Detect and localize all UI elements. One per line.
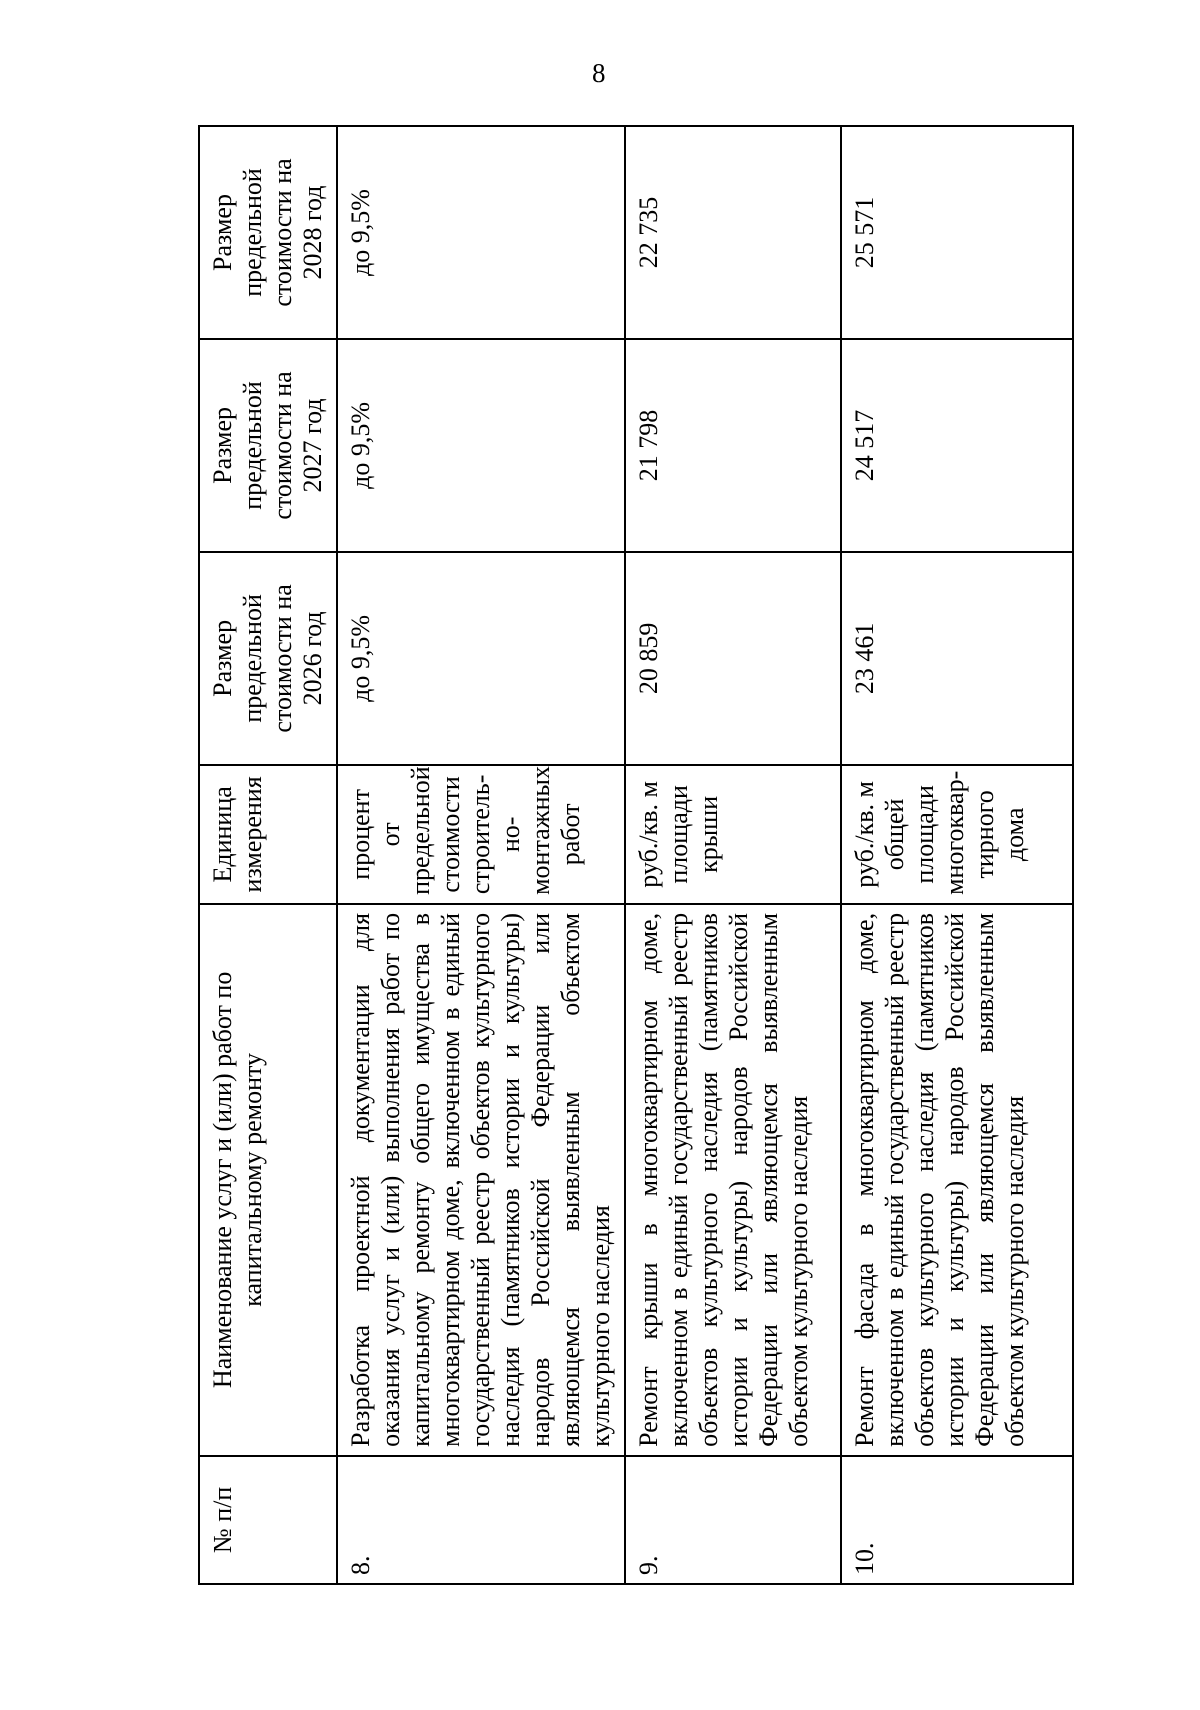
header-work-name: Наименование услуг и (или) работ по капитальному ремонту [199, 904, 337, 1456]
row-work-name: Ремонт фасада в многоквартирном доме, включенном в единый государственный реестр объектов культурного наследия (памятников истории и культуры) народов Российской Федерации или являющемся выявленным объектом культурного наследия [841, 904, 1073, 1456]
row-cost-2026: 23 461 [841, 552, 1073, 765]
header-number: № п/п [199, 1456, 337, 1584]
row-cost-2028: до 9,5% [337, 126, 625, 339]
header-cost-2028: Размер предельной стоимости на 2028 год [199, 126, 337, 339]
row-work-name: Ремонт крыши в многоквартирном доме, включенном в единый государственный реестр объектов культурного наследия (памятников истории и культуры) народов Российской Федерации или являющемся выявленным объектом культурного наследия [625, 904, 841, 1456]
row-cost-2027: 21 798 [625, 339, 841, 552]
row-number: 10. [841, 1456, 1073, 1584]
row-work-name: Разработка проектной документации для оказания услуг и (или) выполнения работ по капитальному ремонту общего имущества в многоквартирном доме, включенном в единый государственный реестр объектов культурного наследия (памятников истории и культуры) народов Российской Федерации или являющемся выявленным объектом культурного наследия [337, 904, 625, 1456]
header-unit: Единица измерения [199, 765, 337, 904]
row-cost-2028: 22 735 [625, 126, 841, 339]
row-cost-2027: до 9,5% [337, 339, 625, 552]
row-number: 8. [337, 1456, 625, 1584]
page-number: 8 [592, 58, 606, 88]
rotated-table-container [198, 125, 1034, 1585]
table-header-row [199, 126, 337, 1584]
table-row [625, 126, 841, 1584]
row-cost-2026: до 9,5% [337, 552, 625, 765]
row-number: 9. [625, 1456, 841, 1584]
table-row [337, 126, 625, 1584]
row-cost-2028: 25 571 [841, 126, 1073, 339]
row-unit: руб./кв. м площади крыши [625, 765, 841, 904]
table-row [841, 126, 1073, 1584]
header-cost-2027: Размер предельной стоимости на 2027 год [199, 339, 337, 552]
row-cost-2026: 20 859 [625, 552, 841, 765]
cost-limits-table [198, 125, 1074, 1585]
row-cost-2027: 24 517 [841, 339, 1073, 552]
row-unit: процент от предельной стоимости строитель-но-монтажных работ [337, 765, 625, 904]
row-unit: руб./кв. м общей площади многоквар-тирного дома [841, 765, 1073, 904]
header-cost-2026: Размер предельной стоимости на 2026 год [199, 552, 337, 765]
